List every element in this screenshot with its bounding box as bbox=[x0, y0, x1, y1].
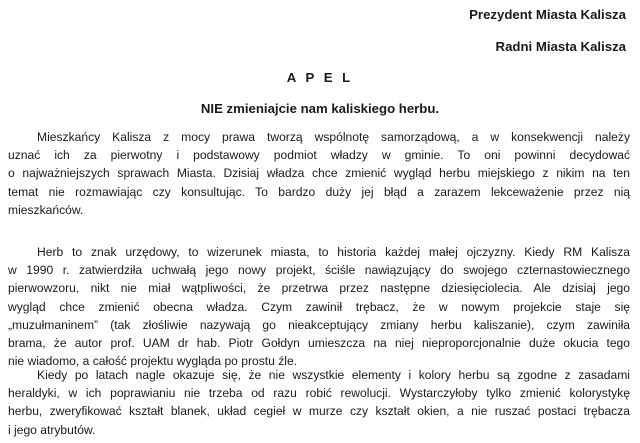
paragraph-line: heraldyki, w ich poprawianiu nie trzeba od razu robić rewolucji. Wystarczyłoby tylko zmienić kolorystykę bbox=[8, 386, 630, 401]
recipient-president: Prezydent Miasta Kalisza bbox=[469, 7, 626, 22]
paragraph-line: pierwowzoru, nikt nie miał wątpliwości, że przetrwa przez następne dziesięciolecia. Ale dzisiaj jego bbox=[8, 281, 630, 296]
appeal-title: A P E L bbox=[286, 70, 354, 85]
paragraph-line: Kiedy po latach nagle okazuje się, że nie wszystkie elementy i kolory herbu są zgodne z zasadami bbox=[37, 368, 630, 382]
paragraph-line: w 1990 r. zatwierdziła uchwałą jego nowy projekt, ściśle nawiązujący do swojego czternastowiecznego bbox=[8, 263, 630, 278]
paragraph-line: „muzułmaninem” (tak złośliwie nazywają go nieakceptujący zmiany herbu kaliszanie), czym zawiniła bbox=[8, 317, 630, 332]
paragraph-line: i jego atrybutów. bbox=[8, 422, 96, 437]
paragraph-1 bbox=[8, 128, 630, 219]
paragraph-line: o najważniejszych sprawach Miasta. Dzisiaj władza chce zmienić wygląd herbu miejskiego z nikim na ten bbox=[8, 166, 630, 181]
paragraph-line: nie wiadomo, a całość projektu wygląda po prostu źle. bbox=[8, 354, 298, 369]
paragraph-line: uznać ich za pierwotny i podstawowy podmiot władzy w gminie. To oni powinni decydować bbox=[8, 148, 630, 163]
paragraph-line: brama, że autor prof. UAM dr hab. Piotr Gołdyn umieszcza na niej nieproporcjonalnie duże okucia tego bbox=[8, 336, 630, 351]
paragraph-line: mieszkańców. bbox=[8, 202, 84, 217]
paragraph-line: Herb to znak urzędowy, to wizerunek miasta, to historia każdej małej ojczyzny. Kiedy RM Kalisza bbox=[37, 245, 630, 259]
appeal-subtitle: NIE zmieniajcie nam kaliskiego herbu. bbox=[200, 101, 440, 116]
paragraph-line: herbu, zweryfikować kształt blanek, układ cegieł w murze czy kształt okien, a nie ruszać postaci trębacza bbox=[8, 404, 630, 419]
paragraph-line: Mieszkańcy Kalisza z mocy prawa tworzą wspólnotę samorządową, a w konsekwencji należy bbox=[37, 130, 630, 144]
recipient-councillors: Radni Miasta Kalisza bbox=[495, 39, 626, 54]
paragraph-2 bbox=[8, 243, 630, 370]
paragraph-line: wygląd chce zmienić obecna władza. Czym zawinił trębacz, że w nowym projekcie staje się bbox=[8, 299, 630, 314]
paragraph-line: temat nie rozmawiając czy konsultując. To bardzo duży jej błąd a zarazem lekceważenie przez nią bbox=[8, 184, 630, 199]
paragraph-3 bbox=[8, 366, 630, 439]
